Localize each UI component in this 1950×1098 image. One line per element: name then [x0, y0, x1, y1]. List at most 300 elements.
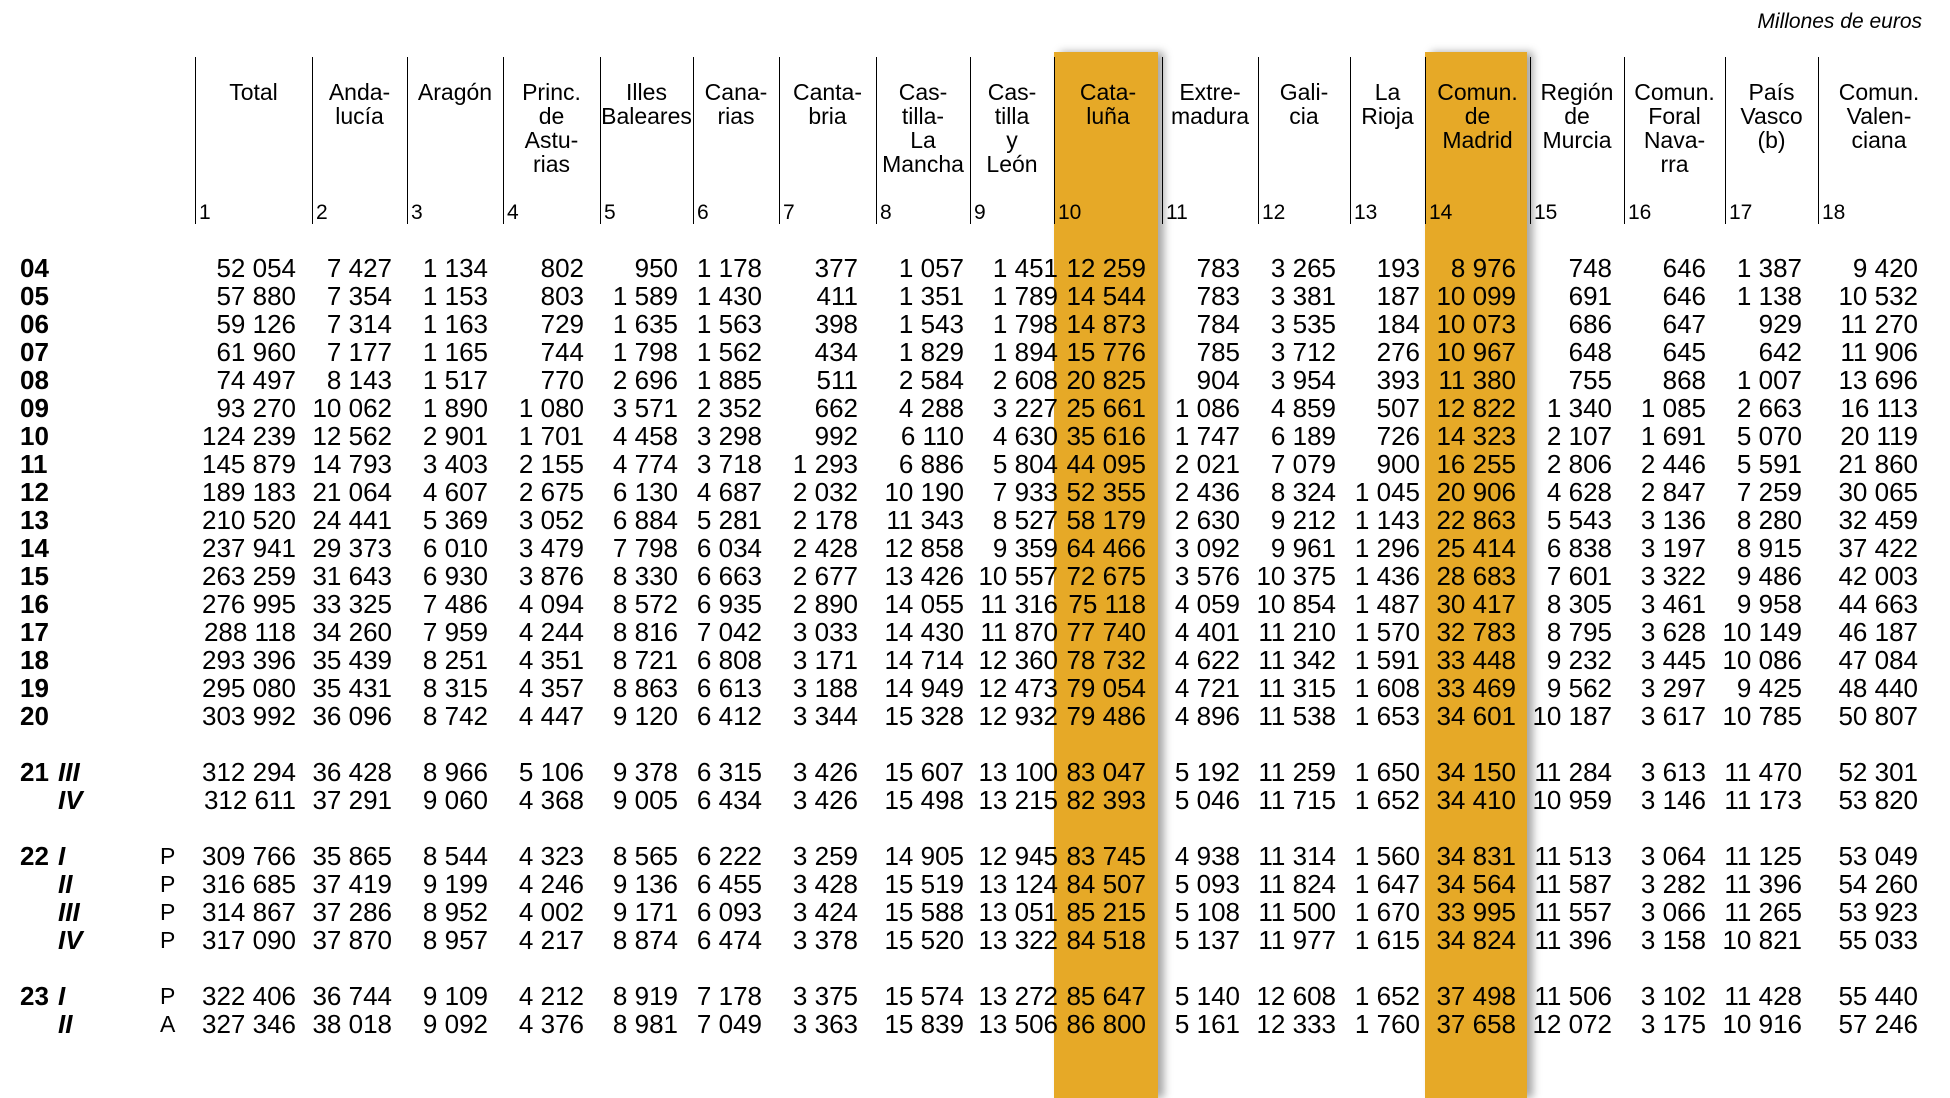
table-cell: 37 422 — [1838, 533, 1918, 563]
table-cell: 34 410 — [1436, 785, 1516, 815]
table-cell: 53 049 — [1838, 841, 1918, 871]
table-cell: 47 084 — [1838, 645, 1918, 675]
table-cell: 3 171 — [792, 645, 858, 675]
table-cell: 726 — [1376, 421, 1420, 451]
table-cell: 9 171 — [612, 897, 678, 927]
units-label: Millones de euros — [1757, 10, 1922, 33]
row-flag: P — [160, 899, 176, 925]
column-header-8: Cas- tilla- La Mancha — [882, 79, 964, 177]
table-cell: 1 517 — [422, 365, 488, 395]
table-cell: 35 865 — [312, 841, 392, 871]
row-quarter-label: II — [58, 869, 73, 899]
table-cell: 6 884 — [612, 505, 678, 535]
table-cell: 4 687 — [696, 477, 762, 507]
table-cell: 11 316 — [980, 589, 1058, 619]
table-cell: 84 518 — [1066, 925, 1146, 955]
table-cell: 14 905 — [884, 841, 964, 871]
table-cell: 8 952 — [422, 897, 488, 927]
table-cell: 3 136 — [1640, 505, 1706, 535]
table-cell: 22 863 — [1436, 505, 1516, 535]
table-cell: 55 033 — [1838, 925, 1918, 955]
table-cell: 10 073 — [1436, 309, 1516, 339]
table-cell: 686 — [1568, 309, 1612, 339]
table-cell: 55 440 — [1838, 981, 1918, 1011]
table-cell: 645 — [1662, 337, 1706, 367]
table-cell: 9 060 — [422, 785, 488, 815]
table-cell: 4 938 — [1174, 841, 1240, 871]
table-cell: 10 149 — [1722, 617, 1802, 647]
table-cell: 10 557 — [978, 561, 1058, 591]
table-cell: 1 436 — [1354, 561, 1420, 591]
column-number-18: 18 — [1822, 201, 1846, 224]
table-cell: 3 052 — [518, 505, 584, 535]
row-flag: A — [160, 1011, 176, 1037]
table-cell: 34 150 — [1436, 757, 1516, 787]
column-number-13: 13 — [1354, 201, 1378, 224]
table-cell: 12 562 — [312, 421, 392, 451]
table-cell: 1 430 — [696, 281, 762, 311]
row-year-label: 19 — [20, 673, 49, 703]
table-cell: 4 859 — [1270, 393, 1336, 423]
column-number-6: 6 — [697, 201, 709, 224]
table-cell: 868 — [1662, 365, 1706, 395]
table-cell: 1 615 — [1354, 925, 1420, 955]
table-cell: 12 259 — [1066, 253, 1146, 283]
table-cell: 9 486 — [1736, 561, 1802, 591]
table-cell: 10 785 — [1722, 701, 1802, 731]
table-cell: 12 608 — [1256, 981, 1336, 1011]
table-cell: 3 628 — [1640, 617, 1706, 647]
column-header-7: Canta- bria — [792, 79, 863, 129]
table-cell: 9 232 — [1546, 645, 1612, 675]
table-cell: 511 — [816, 365, 858, 395]
table-cell: 57 246 — [1838, 1009, 1918, 1039]
table-cell: 11 715 — [1258, 785, 1336, 815]
table-cell: 10 062 — [312, 393, 392, 423]
column-header-15: Región de Murcia — [1540, 79, 1614, 153]
table-cell: 14 714 — [884, 645, 964, 675]
table-cell: 11 870 — [980, 617, 1058, 647]
table-cell: 2 806 — [1546, 449, 1612, 479]
table-cell: 12 333 — [1256, 1009, 1336, 1039]
table-cell: 507 — [1376, 393, 1420, 423]
table-cell: 784 — [1196, 309, 1240, 339]
table-cell: 14 544 — [1066, 281, 1146, 311]
table-cell: 7 178 — [696, 981, 762, 1011]
table-cell: 1 747 — [1174, 421, 1240, 451]
table-cell: 8 816 — [612, 617, 678, 647]
table-cell: 83 745 — [1066, 841, 1146, 871]
table-cell: 4 622 — [1174, 645, 1240, 675]
table-cell: 15 328 — [884, 701, 964, 731]
table-cell: 8 527 — [992, 505, 1058, 535]
table-cell: 75 118 — [1068, 589, 1146, 619]
table-cell: 6 412 — [696, 701, 762, 731]
table-cell: 11 270 — [1840, 309, 1918, 339]
row-quarter-label: I — [58, 841, 66, 871]
table-cell: 6 222 — [696, 841, 762, 871]
table-cell: 1 387 — [1736, 253, 1802, 283]
table-cell: 4 376 — [518, 1009, 584, 1039]
table-cell: 14 949 — [884, 673, 964, 703]
table-cell: 2 630 — [1174, 505, 1240, 535]
table-cell: 8 966 — [422, 757, 488, 787]
table-cell: 15 776 — [1066, 337, 1146, 367]
table-cell: 755 — [1568, 365, 1612, 395]
table-cell: 9 420 — [1852, 253, 1918, 283]
table-cell: 3 227 — [992, 393, 1058, 423]
table-cell: 3 297 — [1640, 673, 1706, 703]
table-cell: 992 — [814, 421, 858, 451]
table-cell: 1 563 — [696, 309, 762, 339]
table-cell: 11 428 — [1724, 981, 1802, 1011]
table-cell: 327 346 — [202, 1009, 296, 1039]
table-cell: 3 424 — [792, 897, 858, 927]
table-cell: 5 192 — [1174, 757, 1240, 787]
row-year-label: 23 — [20, 981, 49, 1011]
table-cell: 803 — [540, 281, 584, 311]
table-cell: 5 161 — [1174, 1009, 1240, 1039]
table-cell: 316 685 — [202, 869, 296, 899]
row-year-label: 16 — [20, 589, 49, 619]
table-cell: 6 110 — [900, 421, 964, 451]
row-quarter-label: I — [58, 981, 66, 1011]
table-cell: 1 045 — [1354, 477, 1420, 507]
table-cell: 1 890 — [422, 393, 488, 423]
table-cell: 74 497 — [216, 365, 296, 395]
table-cell: 3 479 — [518, 533, 584, 563]
table-cell: 9 120 — [612, 701, 678, 731]
row-flag: P — [160, 843, 176, 869]
table-cell: 6 663 — [696, 561, 762, 591]
table-cell: 9 359 — [992, 533, 1058, 563]
table-cell: 7 042 — [696, 617, 762, 647]
table-cell: 4 094 — [518, 589, 584, 619]
row-year-label: 12 — [20, 477, 49, 507]
column-header-2: Anda- lucía — [328, 79, 391, 129]
row-year-label: 18 — [20, 645, 49, 675]
table-cell: 8 544 — [422, 841, 488, 871]
table-cell: 11 210 — [1258, 617, 1336, 647]
column-number-3: 3 — [411, 201, 423, 224]
table-cell: 3 033 — [792, 617, 858, 647]
table-cell: 1 080 — [518, 393, 584, 423]
table-cell: 11 315 — [1258, 673, 1336, 703]
table-cell: 314 867 — [202, 897, 296, 927]
table-cell: 11 513 — [1534, 841, 1612, 871]
table-cell: 8 863 — [612, 673, 678, 703]
table-cell: 2 436 — [1174, 477, 1240, 507]
table-cell: 312 611 — [203, 785, 296, 815]
table-cell: 4 774 — [612, 449, 678, 479]
table-cell: 52 054 — [216, 253, 296, 283]
row-year-label: 20 — [20, 701, 49, 731]
table-cell: 32 783 — [1436, 617, 1516, 647]
table-cell: 317 090 — [202, 925, 296, 955]
table-cell: 377 — [814, 253, 858, 283]
table-cell: 1 885 — [696, 365, 762, 395]
table-cell: 35 616 — [1066, 421, 1146, 451]
table-cell: 3 445 — [1640, 645, 1706, 675]
table-cell: 15 498 — [884, 785, 964, 815]
table-cell: 4 401 — [1174, 617, 1240, 647]
table-cell: 1 165 — [422, 337, 488, 367]
table-cell: 3 535 — [1270, 309, 1336, 339]
table-cell: 13 426 — [884, 561, 964, 591]
column-header-1: Total — [229, 79, 278, 105]
table-cell: 13 100 — [978, 757, 1058, 787]
table-cell: 1 570 — [1354, 617, 1420, 647]
table-cell: 8 251 — [422, 645, 488, 675]
table-cell: 5 093 — [1174, 869, 1240, 899]
table-cell: 33 325 — [312, 589, 392, 619]
table-cell: 11 380 — [1438, 365, 1516, 395]
table-cell: 15 519 — [884, 869, 964, 899]
table-cell: 6 189 — [1270, 421, 1336, 451]
table-cell: 37 419 — [312, 869, 392, 899]
table-cell: 1 178 — [696, 253, 762, 283]
table-cell: 8 957 — [422, 925, 488, 955]
table-cell: 7 314 — [326, 309, 392, 339]
table-cell: 1 691 — [1640, 421, 1706, 451]
table-cell: 1 451 — [992, 253, 1058, 283]
table-cell: 11 470 — [1724, 757, 1802, 787]
table-cell: 36 428 — [312, 757, 392, 787]
table-cell: 5 281 — [696, 505, 762, 535]
row-year-label: 14 — [20, 533, 49, 563]
table-cell: 3 712 — [1270, 337, 1336, 367]
table-cell: 1 653 — [1354, 701, 1420, 731]
table-cell: 4 628 — [1546, 477, 1612, 507]
table-cell: 9 425 — [1736, 673, 1802, 703]
row-year-label: 09 — [20, 393, 49, 423]
table-cell: 61 960 — [216, 337, 296, 367]
table-cell: 276 — [1376, 337, 1420, 367]
table-cell: 38 018 — [312, 1009, 392, 1039]
table-cell: 25 661 — [1066, 393, 1146, 423]
table-cell: 46 187 — [1838, 617, 1918, 647]
table-cell: 1 591 — [1354, 645, 1420, 675]
table-cell: 37 870 — [312, 925, 392, 955]
table-cell: 1 340 — [1546, 393, 1612, 423]
table-cell: 646 — [1662, 281, 1706, 311]
table-cell: 8 742 — [422, 701, 488, 731]
table-cell: 11 538 — [1258, 701, 1336, 731]
table-cell: 2 352 — [696, 393, 762, 423]
table-cell: 11 824 — [1258, 869, 1336, 899]
table-cell: 8 919 — [612, 981, 678, 1011]
table-cell: 8 976 — [1450, 253, 1516, 283]
table-cell: 3 102 — [1640, 981, 1706, 1011]
column-number-16: 16 — [1628, 201, 1652, 224]
table-cell: 7 601 — [1546, 561, 1612, 591]
table-cell: 25 414 — [1436, 533, 1516, 563]
table-cell: 1 163 — [422, 309, 488, 339]
table-cell: 16 113 — [1840, 393, 1918, 423]
table-cell: 2 584 — [898, 365, 964, 395]
column-header-6: Cana- rias — [704, 79, 768, 129]
table-cell: 785 — [1196, 337, 1240, 367]
table-cell: 53 923 — [1838, 897, 1918, 927]
table-cell: 393 — [1376, 365, 1420, 395]
table-cell: 3 363 — [792, 1009, 858, 1039]
table-cell: 7 798 — [612, 533, 678, 563]
table-cell: 10 190 — [884, 477, 964, 507]
table-cell: 13 124 — [978, 869, 1058, 899]
table-cell: 1 085 — [1640, 393, 1706, 423]
table-cell: 2 663 — [1736, 393, 1802, 423]
table-cell: 78 732 — [1066, 645, 1146, 675]
table-cell: 8 324 — [1270, 477, 1336, 507]
table-cell: 8 721 — [612, 645, 678, 675]
table-cell: 748 — [1568, 253, 1612, 283]
table-cell: 3 344 — [792, 701, 858, 731]
table-cell: 5 591 — [1736, 449, 1802, 479]
table-cell: 1 543 — [898, 309, 964, 339]
row-year-label: 15 — [20, 561, 49, 591]
table-cell: 7 933 — [992, 477, 1058, 507]
table-cell: 8 565 — [612, 841, 678, 871]
table-cell: 1 296 — [1354, 533, 1420, 563]
table-cell: 4 002 — [518, 897, 584, 927]
table-cell: 8 572 — [612, 589, 678, 619]
table-cell: 398 — [814, 309, 858, 339]
table-cell: 3 576 — [1174, 561, 1240, 591]
table-cell: 59 126 — [216, 309, 296, 339]
table-cell: 691 — [1568, 281, 1612, 311]
table-cell: 3 426 — [792, 757, 858, 787]
table-cell: 37 498 — [1436, 981, 1516, 1011]
table-cell: 10 821 — [1722, 925, 1802, 955]
table-cell: 20 906 — [1436, 477, 1516, 507]
column-number-17: 17 — [1729, 201, 1753, 224]
table-cell: 3 426 — [792, 785, 858, 815]
table-cell: 7 354 — [326, 281, 392, 311]
table-cell: 2 901 — [422, 421, 488, 451]
table-cell: 1 829 — [898, 337, 964, 367]
table-cell: 11 906 — [1840, 337, 1918, 367]
table-cell: 21 860 — [1838, 449, 1918, 479]
column-number-12: 12 — [1262, 201, 1286, 224]
table-cell: 770 — [540, 365, 584, 395]
table-cell: 648 — [1568, 337, 1612, 367]
table-cell: 16 255 — [1436, 449, 1516, 479]
table-cell: 744 — [540, 337, 584, 367]
table-cell: 33 995 — [1436, 897, 1516, 927]
table-cell: 34 260 — [312, 617, 392, 647]
row-flag: P — [160, 927, 176, 953]
table-cell: 44 095 — [1066, 449, 1146, 479]
column-number-15: 15 — [1534, 201, 1558, 224]
table-cell: 6 130 — [612, 477, 678, 507]
table-cell: 2 677 — [792, 561, 858, 591]
table-cell: 1 760 — [1354, 1009, 1420, 1039]
table-cell: 6 455 — [696, 869, 762, 899]
table-cell: 31 643 — [312, 561, 392, 591]
table-cell: 2 428 — [792, 533, 858, 563]
table-cell: 37 286 — [312, 897, 392, 927]
row-quarter-label: II — [58, 1009, 73, 1039]
table-cell: 1 560 — [1354, 841, 1420, 871]
table-cell: 9 562 — [1546, 673, 1612, 703]
table-cell: 9 958 — [1736, 589, 1802, 619]
table-cell: 7 959 — [422, 617, 488, 647]
table-cell: 1 650 — [1354, 757, 1420, 787]
table-cell: 5 140 — [1174, 981, 1240, 1011]
table-cell: 83 047 — [1066, 757, 1146, 787]
table-cell: 4 059 — [1174, 589, 1240, 619]
table-cell: 3 375 — [792, 981, 858, 1011]
table-cell: 34 601 — [1436, 701, 1516, 731]
table-cell: 6 930 — [422, 561, 488, 591]
table-cell: 11 396 — [1724, 869, 1802, 899]
table-cell: 9 136 — [612, 869, 678, 899]
table-cell: 5 046 — [1174, 785, 1240, 815]
column-header-17: País Vasco (b) — [1740, 79, 1803, 153]
row-flag: P — [160, 983, 176, 1009]
table-cell: 10 099 — [1436, 281, 1516, 311]
table-cell: 9 199 — [422, 869, 488, 899]
table-cell: 14 873 — [1066, 309, 1146, 339]
table-cell: 3 265 — [1270, 253, 1336, 283]
table-cell: 6 474 — [696, 925, 762, 955]
table-cell: 3 954 — [1270, 365, 1336, 395]
table-cell: 7 486 — [422, 589, 488, 619]
table-cell: 15 588 — [884, 897, 964, 927]
column-number-11: 11 — [1166, 201, 1188, 224]
table-cell: 5 070 — [1736, 421, 1802, 451]
table-cell: 3 403 — [422, 449, 488, 479]
table-cell: 3 571 — [612, 393, 678, 423]
table-cell: 1 798 — [992, 309, 1058, 339]
table-cell: 6 093 — [696, 897, 762, 927]
table-cell: 2 021 — [1174, 449, 1240, 479]
table-cell: 11 396 — [1534, 925, 1612, 955]
table-cell: 52 355 — [1066, 477, 1146, 507]
table-cell: 11 265 — [1724, 897, 1802, 927]
table-cell: 30 417 — [1436, 589, 1516, 619]
table-cell: 5 369 — [422, 505, 488, 535]
column-number-10: 10 — [1058, 201, 1082, 224]
table-cell: 42 003 — [1838, 561, 1918, 591]
table-cell: 11 314 — [1258, 841, 1336, 871]
table-cell: 30 065 — [1838, 477, 1918, 507]
table-cell: 6 434 — [696, 785, 762, 815]
table-cell: 14 055 — [884, 589, 964, 619]
row-year-label: 21 — [20, 757, 49, 787]
table-cell: 85 215 — [1066, 897, 1146, 927]
table-cell: 34 831 — [1436, 841, 1516, 871]
table-cell: 8 795 — [1546, 617, 1612, 647]
table-cell: 72 675 — [1066, 561, 1146, 591]
table-cell: 647 — [1662, 309, 1706, 339]
table-cell: 411 — [816, 281, 858, 311]
table-cell: 44 663 — [1838, 589, 1918, 619]
table-cell: 64 466 — [1066, 533, 1146, 563]
table-cell: 79 054 — [1066, 673, 1146, 703]
table-cell: 322 406 — [202, 981, 296, 1011]
table-cell: 1 057 — [898, 253, 964, 283]
table-cell: 4 351 — [518, 645, 584, 675]
table-cell: 1 701 — [518, 421, 584, 451]
table-cell: 1 894 — [992, 337, 1058, 367]
table-cell: 2 107 — [1546, 421, 1612, 451]
table-cell: 288 118 — [203, 617, 296, 647]
table-cell: 10 532 — [1838, 281, 1918, 311]
table-cell: 309 766 — [202, 841, 296, 871]
row-year-label: 04 — [20, 253, 49, 283]
table-cell: 8 981 — [612, 1009, 678, 1039]
